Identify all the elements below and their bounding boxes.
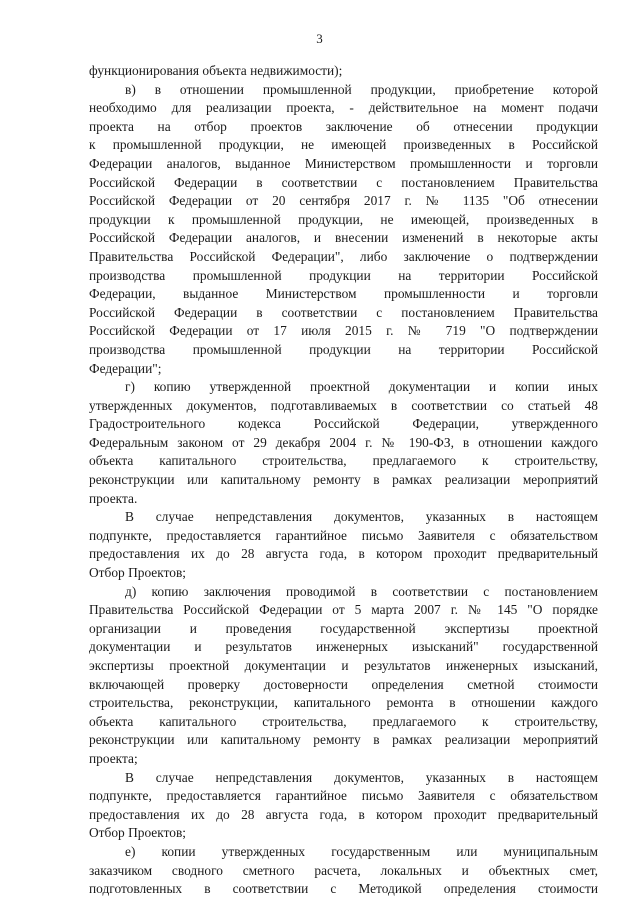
text-line: утвержденных документов, подготавливаемых в соответствии со статьей 48 — [89, 397, 598, 413]
text-line: Российской Федерации от 17 июля 2015 г. № 719 "О подтверждении — [89, 323, 598, 339]
text-line: к промышленной продукции, не имеющей произведенных в Российской — [89, 137, 598, 153]
text-line: е) копии утвержденных государственным или муниципальным — [125, 843, 598, 859]
text-line: подпункте, предоставляется гарантийное письмо Заявителя с обязательством — [89, 527, 598, 543]
text-line: Федерации, выданное Министерством промышленности и торговли — [89, 286, 598, 302]
text-line: проекта. — [89, 490, 138, 506]
text-line: Российской Федерации от 20 сентября 2017 г. № 1135 "Об отнесении — [89, 193, 598, 209]
text-line: Правительства Российской Федерации", либо заключение о подтверждении — [89, 248, 598, 264]
text-line: подготовленных в соответствии с Методикой определения стоимости — [89, 881, 598, 897]
text-line: производства промышленной продукции на территории Российской — [89, 267, 598, 283]
text-line: Федерации"; — [89, 360, 162, 376]
text-line: документации и результатов инженерных изысканий" государственной — [89, 639, 598, 655]
text-line: Российской Федерации в соответствии с постановлением Правительства — [89, 174, 598, 190]
text-line: организации и проведения государственной экспертизы проектной — [89, 620, 598, 636]
text-line: Федеральным законом от 29 декабря 2004 г. № 190-ФЗ, в отношении каждого — [89, 434, 598, 450]
text-line: проекта; — [89, 750, 138, 766]
text-line: предоставления их до 28 августа года, в котором проходит предварительный — [89, 546, 598, 562]
text-line: объекта капитального строительства, предлагаемого к строительству, — [89, 713, 598, 729]
text-line: проекта на отбор проектов заключение об отнесении продукции — [89, 118, 598, 134]
text-line: Российской Федерации аналогов, и внесении изменений в некоторые акты — [89, 230, 598, 246]
text-line: В случае непредставления документов, указанных в настоящем — [125, 509, 598, 525]
text-line: функционирования объекта недвижимости); — [89, 63, 343, 78]
page-number: 3 — [316, 31, 323, 46]
text-line: г) копию утвержденной проектной документации и копии иных — [125, 379, 598, 395]
text-line: Отбор Проектов; — [89, 825, 186, 841]
text-line: Правительства Российской Федерации от 5 марта 2007 г. № 145 "О порядке — [89, 602, 598, 618]
text-line: производства промышленной продукции на территории Российской — [89, 341, 598, 357]
text-line: необходимо для реализации проекта, - действительное на момент подачи — [89, 100, 598, 116]
text-line: Российской Федерации в соответствии с постановлением Правительства — [89, 304, 598, 320]
text-line: продукции к промышленной продукции, не имеющей, произведенных в — [89, 211, 598, 227]
text-line: Градостроительного кодекса Российской Федерации, утвержденного — [89, 416, 598, 432]
text-line: экспертизы проектной документации и результатов инженерных изысканий, — [89, 658, 598, 673]
document-body — [89, 62, 598, 899]
text-line: в) в отношении промышленной продукции, приобретение которой — [125, 81, 598, 97]
text-line: д) копию заключения проводимой в соответствии с постановлением — [125, 583, 598, 599]
text-line: объекта капитального строительства, предлагаемого к строительству, — [89, 453, 598, 469]
text-line: включающей проверку достоверности определения сметной стоимости — [89, 676, 598, 692]
text-line: подпункте, предоставляется гарантийное письмо Заявителя с обязательством — [89, 788, 598, 804]
text-line: В случае непредставления документов, указанных в настоящем — [125, 769, 598, 785]
text-line: заказчиком сводного сметного расчета, локальных и объектных смет, — [89, 862, 598, 878]
text-line: предоставления их до 28 августа года, в котором проходит предварительный — [89, 806, 598, 822]
text-line: строительства, реконструкции, капитального ремонта в отношении каждого — [89, 695, 598, 711]
text-line: реконструкции или капитальному ремонту в рамках реализации мероприятий — [89, 472, 598, 488]
text-line: Федерации аналогов, выданное Министерством промышленности и торговли — [89, 155, 598, 171]
text-line: реконструкции или капитальному ремонту в рамках реализации мероприятий — [89, 732, 598, 748]
text-line: Отбор Проектов; — [89, 565, 186, 581]
